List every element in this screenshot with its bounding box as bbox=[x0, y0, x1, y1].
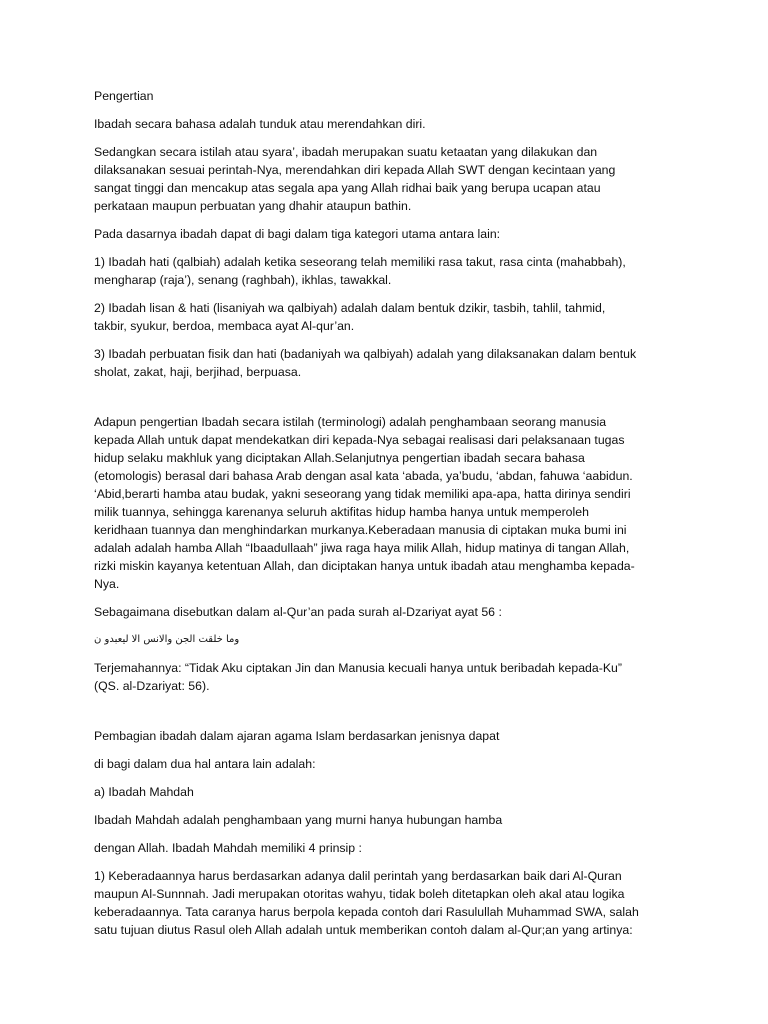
spacer bbox=[94, 391, 674, 413]
heading-pengertian: Pengertian bbox=[94, 89, 154, 103]
list-item-principle-1: 1) Keberadaannya harus berdasarkan adanya dalil perintah yang berdasarkan baik dari Al-Quran maupun Al-Sunnnah. Jadi merupakan otoritas wahyu, tidak boleh ditetapkan oleh akal atau logika keberadaannya. Tata caranya harus berpola kepada contoh dari Rasulullah Muhammad SWA, salah satu tujuan diutus Rasul oleh Allah adalah untuk memberikan contoh dalam al-Qur;an yang artinya: bbox=[94, 869, 639, 937]
paragraph-quran-reference: Sebagaimana disebutkan dalam al-Qur’an pada surah al-Dzariyat ayat 56 : bbox=[94, 605, 502, 619]
paragraph-translation: Terjemahannya: “Tidak Aku ciptakan Jin dan Manusia kecuali hanya untuk beribadah kepada-Ku” (QS. al-Dzariyat: 56). bbox=[94, 661, 622, 693]
list-item-ibadah-perbuatan: 3) Ibadah perbuatan fisik dan hati (badaniyah wa qalbiyah) adalah yang dilaksanakan dalam bentuk sholat, zakat, haji, berjihad, berpuasa. bbox=[94, 347, 637, 379]
paragraph-definition-syara: Sedangkan secara istilah atau syara’, ibadah merupakan suatu ketaatan yang dilakukan dan dilaksanakan sesuai perintah-Nya, merendahkan diri kepada Allah SWT dengan kecintaan yang sangat tinggi dan mencakup atas segala apa yang Allah ridhai baik yang berupa ucapan atau perkataan maupun perbuatan yang dhahir ataupun bathin. bbox=[94, 145, 616, 213]
paragraph-classification: Pembagian ibadah dalam ajaran agama Islam berdasarkan jenisnya dapat bbox=[94, 729, 500, 743]
paragraph-two-types: di bagi dalam dua hal antara lain adalah: bbox=[94, 757, 316, 771]
paragraph-three-categories: Pada dasarnya ibadah dapat di bagi dalam tiga kategori utama antara lain: bbox=[94, 227, 501, 241]
list-item-ibadah-hati: 1) Ibadah hati (qalbiah) adalah ketika seseorang telah memiliki rasa takut, rasa cinta (mahabbah), mengharap (raja’), senang (raghbah), ikhlas, tawakkal. bbox=[94, 255, 626, 287]
document-body bbox=[94, 87, 674, 949]
arabic-verse: وما خلقت الجن والانس الا ليعبدو ن bbox=[94, 634, 240, 645]
spacer bbox=[94, 705, 674, 727]
subheading-ibadah-mahdah: a) Ibadah Mahdah bbox=[94, 785, 194, 799]
paragraph-mahdah-principles: dengan Allah. Ibadah Mahdah memiliki 4 prinsip : bbox=[94, 841, 362, 855]
paragraph-mahdah-definition: Ibadah Mahdah adalah penghambaan yang murni hanya hubungan hamba bbox=[94, 813, 503, 827]
paragraph-definition-language: Ibadah secara bahasa adalah tunduk atau merendahkan diri. bbox=[94, 117, 426, 131]
list-item-ibadah-lisan: 2) Ibadah lisan & hati (lisaniyah wa qalbiyah) adalah dalam bentuk dzikir, tasbih, tahlil, tahmid, takbir, syukur, berdoa, membaca ayat Al-qur’an. bbox=[94, 301, 606, 333]
paragraph-terminology: Adapun pengertian Ibadah secara istilah (terminologi) adalah penghambaan seorang manusia kepada Allah untuk dapat mendekatkan diri kepada-Nya sebagai realisasi dari pelaksanaan tugas hidup selaku makhluk yang diciptakan Allah.Selanjutnya pengertian ibadah secara bahasa (etomologis) berasal dari bahasa Arab dengan asal kata ‘abada, ya’budu, ‘abdan, fahuwa ‘aabidun. ‘Abid,berarti hamba atau budak, yakni seseorang yang tidak memiliki apa-apa, hatta dirinya sendiri milik tuannya, sehingga karenanya seluruh aktifitas hidup hamba hanya untuk memperoleh keridhaan tuannya dan menghindarkan murkanya.Keberadaan manusia di ciptakan muka bumi ini adalah adalah hamba Allah “Ibaadullaah” jiwa raga haya milik Allah, hidup matinya di tangan Allah, rizki miskin kayanya ketentuan Allah, dan diciptakan hanya untuk ibadah atau menghamba kepada- Nya. bbox=[94, 415, 635, 591]
